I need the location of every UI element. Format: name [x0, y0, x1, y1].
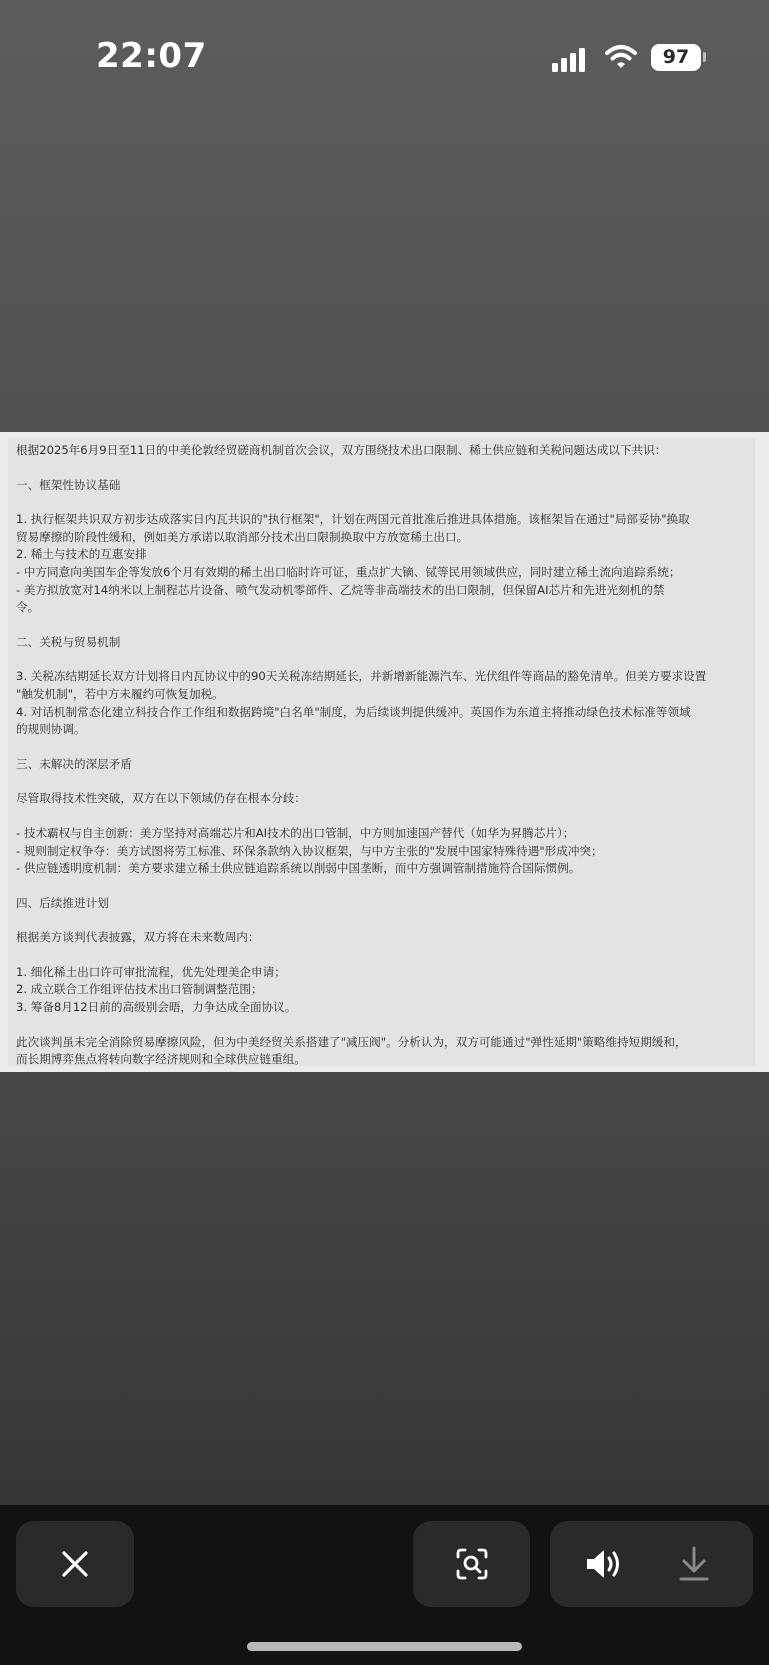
home-indicator [247, 1642, 522, 1651]
blank-line [16, 494, 748, 511]
visual-lookup-button[interactable] [413, 1521, 530, 1607]
document-text [16, 442, 748, 1069]
document-line: - 技术霸权与自主创新：美方坚持对高端芯片和AI技术的出口管制，中方则加速国产替代（如华为昇腾芯片）； [16, 825, 575, 840]
blank-line [16, 460, 748, 477]
document-line: 的规则协调。 [16, 722, 86, 737]
document-line: 1. 执行框架共识双方初步达成落实日内瓦共识的"执行框架"，计划在两国元首批准后推进具体措施。该框架旨在通过"局部妥协"换取 [16, 512, 690, 527]
visual-lookup-icon [455, 1547, 489, 1581]
blank-line [16, 651, 748, 668]
document-line: 令。 [16, 600, 40, 615]
blank-line [16, 773, 748, 790]
bottom-toolbar [0, 1505, 769, 1665]
document-line: 根据美方谈判代表披露，双方将在未来数周内： [16, 930, 260, 945]
document-line: 一、框架性协议基础 [16, 477, 121, 492]
document-line: 贸易摩擦的阶段性缓和，例如美方承诺以取消部分技术出口限制换取中方放宽稀土出口。 [16, 529, 469, 544]
battery-icon [651, 44, 701, 71]
document-line: 此次谈判虽未完全消除贸易摩擦风险，但为中美经贸关系搭建了"减压阀"。分析认为，双方可能通过"弹性延期"策略维持短期缓和， [16, 1034, 687, 1049]
speaker-button[interactable] [585, 1547, 625, 1581]
battery-tip [703, 52, 706, 62]
document-line: 而长期博弈焦点将转向数字经济规则和全球供应链重组。 [16, 1052, 306, 1067]
blank-line [16, 808, 748, 825]
clock-time: 22:07 [96, 36, 207, 76]
document-line: 2. 稀土与技术的互惠安排 [16, 547, 147, 562]
document-line: "触发机制"，若中方未履约可恢复加税。 [16, 686, 224, 701]
battery-level: 97 [662, 46, 690, 68]
blank-line [16, 912, 748, 929]
document-line: 二、关税与贸易机制 [16, 634, 121, 649]
signal-icon [552, 44, 592, 72]
document-line: - 规则制定权争夺：美方试图将劳工标准、环保条款纳入协议框架，与中方主张的"发展中国家特殊待遇"形成冲突； [16, 843, 603, 858]
document-image [0, 432, 769, 1072]
document-line: 3. 关税冻结期延长双方计划将日内瓦协议中的90天关税冻结期延长，并新增新能源汽车、光伏组件等商品的豁免清单。但美方要求设置 [16, 669, 707, 684]
close-button[interactable] [16, 1521, 134, 1607]
blank-line [16, 947, 748, 964]
close-icon [61, 1550, 89, 1578]
document-line: - 中方同意向美国车企等发放6个月有效期的稀土出口临时许可证，重点扩大镝、铽等民用领域供应，同时建立稀土流向追踪系统； [16, 564, 681, 579]
document-line: 3. 筹备8月12日前的高级别会晤，力争达成全面协议。 [16, 1000, 297, 1015]
download-icon [678, 1545, 710, 1583]
document-line: 三、未解决的深层矛盾 [16, 756, 132, 771]
blank-line [16, 1017, 748, 1034]
speaker-icon [585, 1547, 625, 1581]
status-bar [0, 0, 769, 110]
document-line: - 美方拟放宽对14纳米以上制程芯片设备、喷气发动机零部件、乙烷等非高端技术的出口限制，但保留AI芯片和先进光刻机的禁 [16, 582, 665, 597]
document-line: 4. 对话机制常态化建立科技合作工作组和数据跨境"白名单"制度，为后续谈判提供缓冲。英国作为东道主将推动绿色技术标准等领域 [16, 704, 691, 719]
document-line: 2. 成立联合工作组评估技术出口管制调整范围； [16, 982, 263, 997]
document-line: 四、后续推进计划 [16, 895, 109, 910]
document-line: 根据2025年6月9日至11日的中美伦敦经贸磋商机制首次会议，双方围绕技术出口限制、稀土供应链和关税问题达成以下共识： [16, 443, 667, 457]
document-line: 1. 细化稀土出口许可审批流程，优先处理美企申请； [16, 964, 286, 979]
download-button[interactable] [678, 1545, 710, 1583]
blank-line [16, 739, 748, 756]
blank-line [16, 878, 748, 895]
document-line: - 供应链透明度机制：美方要求建立稀土供应链追踪系统以削弱中国垄断，而中方强调管制措施符合国际惯例。 [16, 861, 581, 876]
blank-line [16, 617, 748, 634]
document-line: 尽管取得技术性突破，双方在以下领域仍存在根本分歧： [16, 791, 306, 806]
wifi-icon [604, 42, 638, 70]
media-controls [550, 1521, 753, 1607]
